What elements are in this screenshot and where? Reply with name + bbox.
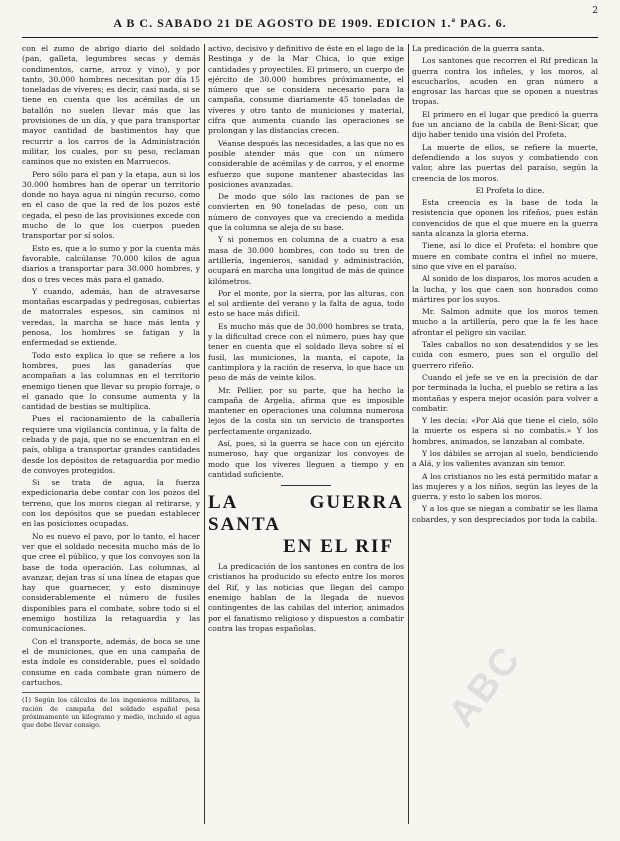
col1-paragraph: Si se trata de agua, la fuerza expedicionaria debe contar con los pozos del terreno, que los moros ciegan al retirarse, y con los depósitos que se puedan establecer en las posiciones ocupadas. [22,478,200,529]
col2-paragraph: Es mucho más que de 30.000 hombres se trata, y la dificultad crece con el número, pues hay que tener en cuenta que el soldado lleva sobre sí el fusil, las municiones, la manta, el capote, la cantimplora y la ración de reserva, lo que hace un peso de más de veinte kilos. [208,321,404,383]
col3-paragraph: Y los dábiles se arrojan al suelo, bendiciendo a Alá, y los valientes avanzan sin temor. [412,448,598,469]
header-rule [22,37,598,38]
col2-paragraph: La predicación de los santones en contra de los cristianos ha producido su efecto entre los moros del Rif, y las noticias que llegan del campo enemigo hablan de la llegada de nuevos contingentes de las cabilas del interior, animados por el fanatismo religioso y dispuestos a combatir contra las tropas españolas. [208,562,404,633]
col2-paragraph: activo, decisivo y definitivo de éste en el lago de la Restinga y de la Mar Chica, lo que exige cantidades y proyectiles. El primero, un cuerpo de ejército de 30.000 hombres próximamente, el número que se considera necesario para la campaña, consume diariamente 45 toneladas de víveres y otro tanto de municiones y material, cifra que aumenta cuando las operaciones se prolongan y las distancias crecen. [208,44,404,136]
page-header: A B C. SABADO 21 DE AGOSTO DE 1909. EDICION 1.ª PAG. 6. [113,16,507,30]
col3-paragraph: El Profeta lo dice. [475,185,545,195]
col2-paragraph: Así, pues, si la guerra se hace con un ejército numeroso, hay que organizar los convoyes de modo que los víveres lleguen a tiempo y en cantidad suficiente. [208,438,404,479]
footnote: (1) Según los cálculos de los ingenieros militares, la ración de campaña del soldado español pesa próximamente un kilogramo y medio, incluido el agua que debe llevar consigo. [22,692,200,730]
col3-paragraph: La predicación de la guerra santa. [412,44,545,53]
column-separator-1 [204,44,205,824]
col3-paragraph: Tiene, así lo dice el Profeta: el hombre que muere en combate contra el infiel no muere, sino que vive en el paraíso. [412,241,598,271]
col2-paragraph: Y si ponemos en columna de a cuatro a esa masa de 30.000 hombres, con todo su tren de artillería, ingenieros, sanidad y administración, ocupará en marcha una longitud de más de quince kilómetros. [208,235,404,286]
column-1 [22,44,200,824]
col1-paragraph: Todo esto explica lo que se refiere a los hombres, pues las ganaderías que acompañan a las columnas en el territorio enemigo tienen que llevar su propio forraje, o el ganado que lo consume aumenta y la cantidad de bestias se multiplica. [22,350,200,412]
col3-paragraph: Al sonido de los disparos, los moros acuden a la lucha, y los que caen son honrados como mártires por los suyos. [412,274,598,304]
watermark: ABC [440,637,530,736]
col3-paragraph: Cuando el jefe se ve en la precisión de dar por terminada la lucha, el pueblo se retira a las montañas y espera mejor ocasión para volver a combatir. [412,372,598,413]
col1-paragraph: No es nuevo el pavo, por lo tanto, el hacer ver que el soldado necesita mucho más de lo que cree el público, y que los convoyes son la base de toda operación. Las columnas, al avanzar, dejan tras sí una línea de etapas que hay que guarnecer, y esto disminuye considerablemente el número de fusiles disponibles para el combate, sobre todo si el enemigo hostiliza la retaguardia y las comunicaciones. [22,531,200,634]
col1-paragraph: Con el transporte, además, de boca se une el de municiones, que en una campaña de esta índole es considerable, pues el soldado consume en cada combate gran número de cartuchos. [22,636,200,687]
col3-paragraph: Tales caballos no son desatendidos y se les cuida con esmero, pues son el orgullo del guerrero rifeño. [412,340,598,370]
section-title [208,492,404,558]
col2-paragraph: De modo que sólo las raciones de pan se convierten en 90 toneladas de peso, con un número de convoyes que va creciendo a medida que la columna se aleja de su base. [208,192,404,233]
col3-paragraph: Esta creencia es la base de toda la resistencia que oponen los rifeños, pues están convencidos de que el que muere en la guerra santa alcanza la gloria eterna. [412,198,598,239]
col3-paragraph: El primero en el lugar que predicó la guerra fue un anciano de la cabila de Beni-Sicar, que dijo haber tenido una visión del Profeta. [412,109,598,140]
section-title-line-2: EN EL RIF [283,536,394,558]
col1-paragraph: Pues el racionamiento de la caballería requiere una vigilancia continua, y la falta de cebada y de paja, que no se encuentran en el país, obliga a transportar grandes cantidades desde los depósitos de retaguardia por medio de convoyes protegidos. [22,414,200,475]
col3-paragraph: Los santones que recorren el Rif predican la guerra contra los infieles, y los moros, al escucharlos, acuden en gran número a engrosar las harcas que se oponen a nuestras tropas. [412,56,598,107]
col1-paragraph: con el zumo de abrigo diario del soldado (pan, galleta, legumbres secas y demás condimentos, carne, arroz y vino), y por tanto, 30.000 hombres necesitan por día 15 toneladas de víveres; es decir, casi nada, si se tiene en cuenta que los acémilas de un batallón no suelen llevar más que las provisiones de un día, y que para transportar mayor cantidad de bastimentos hay que recurrir a los carros de la Administración militar, los cuales, por su peso, reclaman caminos que no existen en Marruecos. [22,44,200,167]
col3-paragraph: Y les decía: «Por Alá que tiene el cielo, sólo la muerte os espera si no combatís.» Y los hombres, animados, se lanzaban al combate. [412,416,598,446]
col3-paragraph: A los cristianos no les está permitido matar a las mujeres y a los niños, según las leyes de la guerra, y esto lo saben los moros. [412,471,598,502]
section-divider [281,485,331,486]
page-mark: 2 [592,6,598,16]
column-3 [412,44,598,824]
column-separator-2 [408,44,409,824]
col2-paragraph: Véanse después las necesidades, a las que no es posible atender más que con un número considerable de acémilas y de carros, y el enorme esfuerzo que supone mantener abastecidas las posiciones avanzadas. [208,138,404,189]
col1-paragraph: Pero sólo para el pan y la etapa, aun si los 30.000 hombres han de operar un territorio donde no haya agua ni ningún recurso, como en el caso de que la red de los pozos esté cegada, el peso de las provisiones excede con mucho de lo que los cuerpos pueden transportar por sí solos. [22,169,200,241]
col2-paragraph: Mr. Pellier, por su parte, que ha hecho la campaña de Argelia, afirma que es imposible mantener en operaciones una columna numerosa lejos de la costa sin un servicio de transportes perfectamente organizado. [208,385,404,436]
section-title-line-1: LA GUERRA SANTA [208,492,404,536]
col3-paragraph: Mr. Salmon admite que los moros temen mucho a la artillería, pero que la fe les hace afrontar el peligro sin vacilar. [412,307,598,337]
col3-paragraph: La muerte de ellos, se refiere la muerte, defendiendo a los suyos y combatiendo con valor, abre las puertas del paraíso, según la creencia de los moros. [412,142,598,183]
col3-paragraph: Y a los que se niegan a combatir se les llama cobardes, y son despreciados por toda la cabila. [412,504,598,524]
column-2 [208,44,404,824]
col1-paragraph: Esto es, que a lo sumo y por la cuenta más favorable, calcúlanse 70.000 kilos de agua diarios a transportar para 30.000 hombres, y dos o tres veces más para el ganado. [22,243,200,284]
col1-paragraph: Y cuando, además, han de atravesarse montañas escarpadas y pedregosas, cubiertas de matorrales espesos, sin caminos ni veredas, la marcha se hace más lenta y penosa, los hombres se fatigan y la enfermedad se extiende. [22,286,200,348]
col2-paragraph: Por el monte, por la sierra, por las alturas, con el sol ardiente del verano y la falta de agua, todo esto se hace más difícil. [208,288,404,319]
